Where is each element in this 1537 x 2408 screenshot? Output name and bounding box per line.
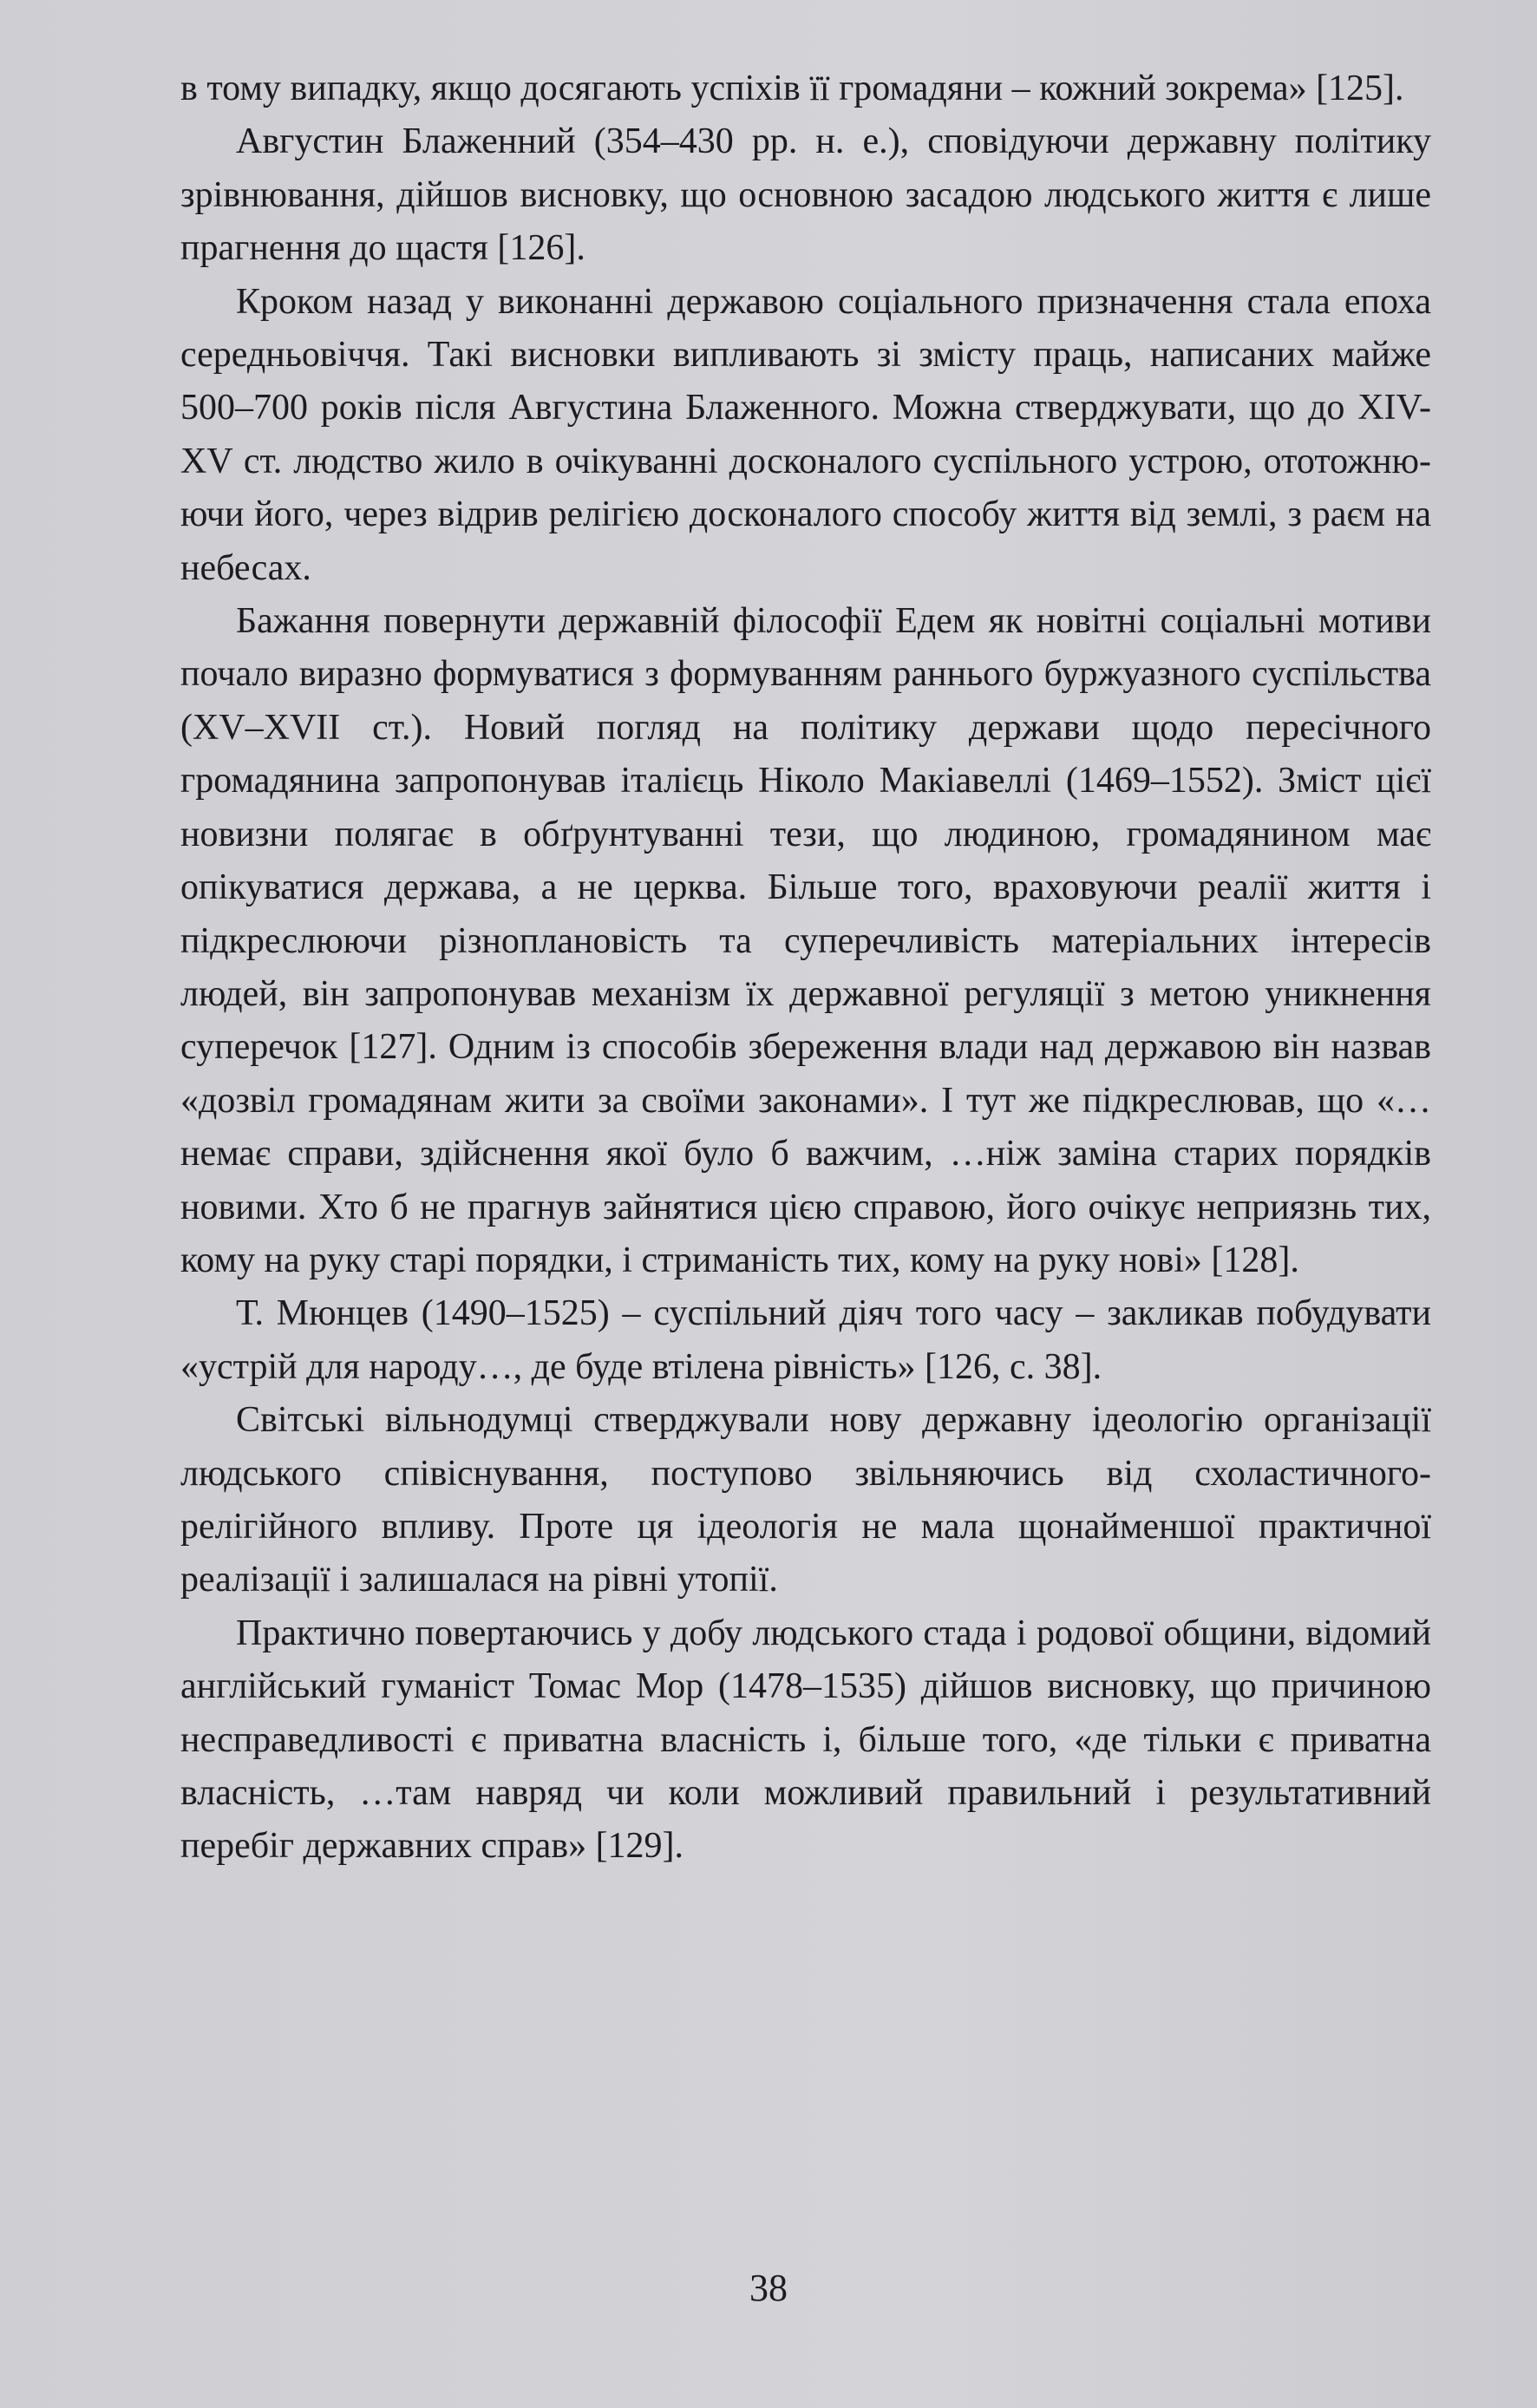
page-number: 38 — [749, 2267, 788, 2309]
paragraph-thomas-more: Практично повертаючись у добу людського стада і родової общини, відомий англійський гуманіст Томас Мор (1478–1535) дійшов висновку, що причиною несправедливості є приватна власність і, більше того, «де тільки є приватна власність, …там навряд чи коли можливий правильний і результативний перебіг державних справ» [129]. — [180, 1613, 1431, 1867]
paragraph-augustine: Августин Блаженний (354–430 рр. н. е.), сповідуючи державну політику зрівнювання, дійшов висновку, що основною засадою людського життя є лише прагнення до щастя [126]. — [180, 121, 1431, 269]
paragraph-machiavelli: Бажання повернути державній філософії Едем як новітні соціальні мотиви почало виразно формуватися з формуванням раннього буржуазного суспільства (XV–XVII ст.). Новий погляд на політику держави щодо пересічного громадянина запропонував італієць Ніколо Макіавеллі (1469–1552). Зміст цієї новизни полягає в обґрунтуванні тези, що людиною, громадянином має опікуватися держава, а не церква. Більше того, враховуючи реалії життя і підкреслюючи різноплановість та суперечливість матеріальних інтересів людей, він запропонував механізм їх державної регуляції з метою уникнення суперечок [127]. Одним із способів збереження влади над державою він назвав «дозвіл громадянам жити за своїми законами». І тут же підкреслював, що «…немає справи, здійснення якої було б важчим, …ніж заміна старих порядків новими. Хто б не прагнув зайнятися цією справою, його очікує неприязнь тих, кому на руку старі порядки, і стриманість тих, кому на руку нові» [128]. — [180, 601, 1431, 1280]
paragraph-muntzer: Т. Мюнцев (1490–1525) – суспільний діяч того часу – закликав побудувати «устрій для народу…, де буде втілена рівність» [126, с. 38]. — [180, 1293, 1431, 1387]
body-text — [180, 62, 1431, 1874]
paragraph-continuation: в тому випадку, якщо досягають успіхів її громадяни – кожний зокрема» [125]. — [180, 69, 1404, 108]
paragraph-freethinkers: Світські вільнодумці стверджували нову державну ідеологію організації людського співіснування, поступово звільняючись від схоластичного-релігійного впливу. Проте ця ідеологія не мала щонайменшої практичної реалізації і залишалася на рівні утопії. — [180, 1400, 1431, 1600]
paragraph-middle-ages: Кроком назад у виконанні державою соціального призначення стала епоха середньовіччя. Такі висновки випливають зі змісту праць, написаних майже 500–700 років після Августина Блаженного. Можна стверджувати, що до XIV-XV ст. людство жило в очікуванні досконалого суспільного устрою, ототожнюючи його, через відрив релігією досконалого способу життя від землі, з раєм на небесах. — [180, 281, 1431, 588]
